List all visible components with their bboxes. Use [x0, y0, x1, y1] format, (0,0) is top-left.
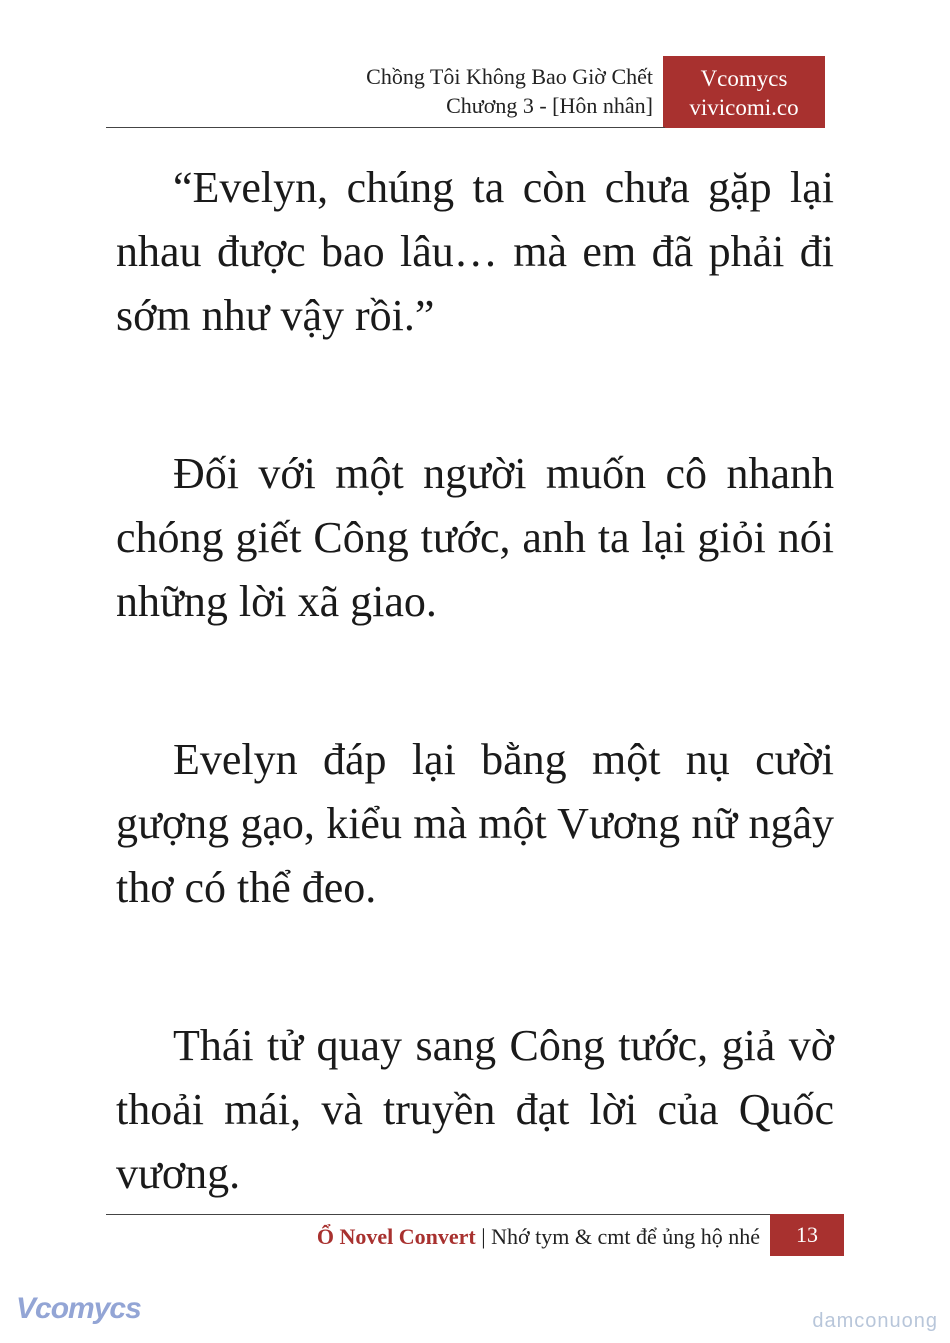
- chapter-title: Chương 3 - [Hôn nhân]: [446, 93, 653, 118]
- footer-separator: |: [481, 1224, 486, 1249]
- footer-brand: Ổ Novel Convert: [316, 1224, 476, 1249]
- watermark-logo: Vcomycs: [16, 1292, 141, 1325]
- paragraph: Đối với một người muốn cô nhanh chóng giết Công tước, anh ta lại giỏi nói những lời xã giao.: [116, 449, 834, 626]
- page-footer: [317, 1222, 760, 1252]
- header-divider: [106, 127, 665, 128]
- book-title: Chồng Tôi Không Bao Giờ Chết: [366, 64, 653, 89]
- paragraph: Evelyn đáp lại bằng một nụ cười gượng gạo, kiểu mà một Vương nữ ngây thơ có thể đeo.: [116, 735, 834, 912]
- page-header: [106, 56, 825, 128]
- paragraph: Thái tử quay sang Công tước, giả vờ thoải mái, và truyền đạt lời của Quốc vương.: [116, 1021, 834, 1198]
- book-chapter-title: [366, 62, 653, 120]
- watermark-text: damconuong: [812, 1310, 938, 1332]
- footer-message: Nhớ tym & cmt để ủng hộ nhé: [491, 1224, 760, 1249]
- brand-badge: [663, 56, 825, 128]
- chapter-body: [116, 156, 834, 1300]
- paragraph: “Evelyn, chúng ta còn chưa gặp lại nhau được bao lâu… mà em đã phải đi sớm như vậy rồi.”: [116, 163, 834, 340]
- brand-name: Vcomycs: [700, 66, 788, 91]
- page-number: 13: [770, 1214, 844, 1256]
- footer-divider: [106, 1214, 770, 1215]
- brand-site: vivicomi.co: [689, 95, 799, 120]
